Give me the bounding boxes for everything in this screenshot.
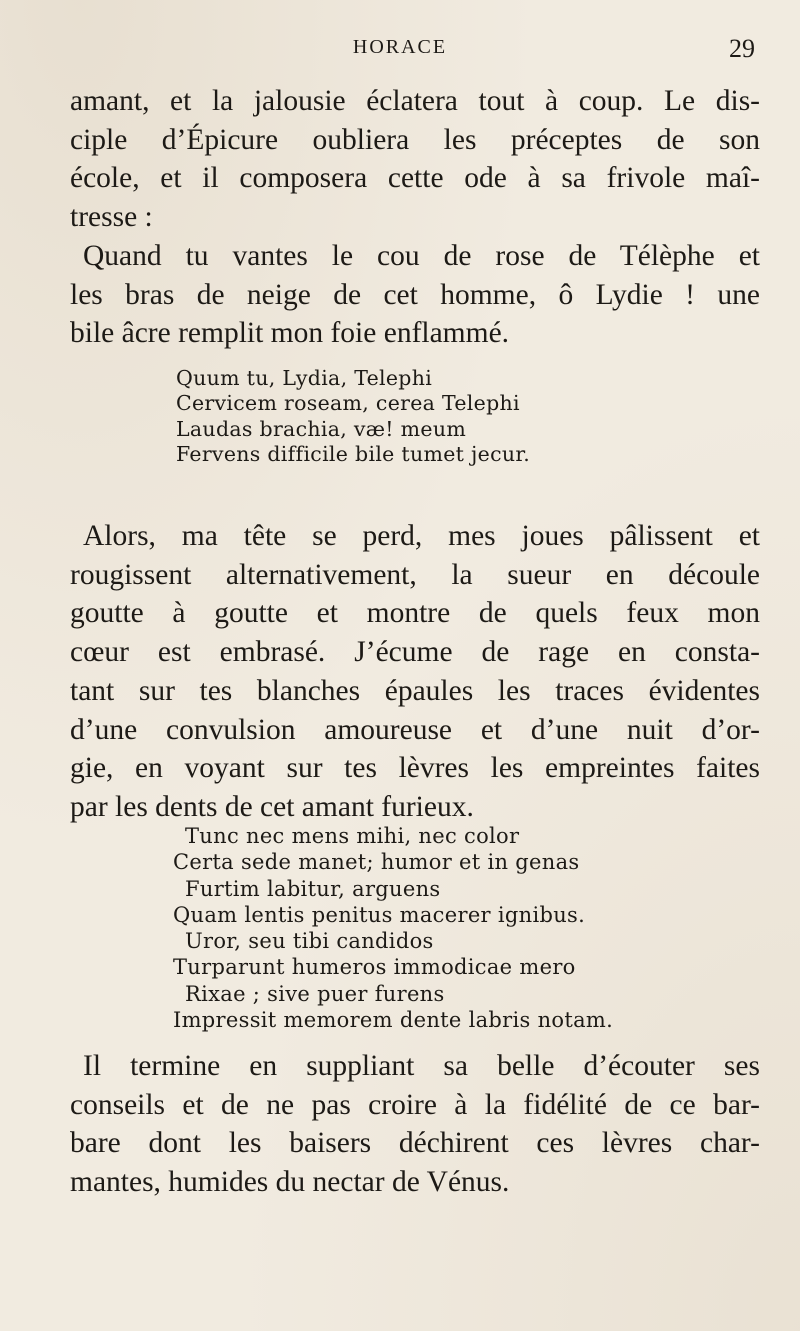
verse-line: Cervicem roseam, cerea Telephi [176,391,520,416]
text-line: bile âcre remplit mon foie enflammé. [70,317,510,350]
verse-line: Certa sede manet; humor et in genas [173,850,580,875]
text-line: Quand tu vantes le cou de rose de Télèphe et [83,240,760,272]
paragraph-4 [70,1047,760,1202]
paragraph-2 [70,237,760,353]
verse-line: Quum tu, Lydia, Telephi [176,366,433,390]
page-header [0,36,800,66]
text-line: tant sur tes blanches épaules les traces évidentes [70,674,760,707]
text-line: ciple d’Épicure oubliera les préceptes de son [70,123,760,156]
verse-line: Impressit memorem dente labris notam. [173,1008,614,1033]
paragraph-3 [70,517,760,827]
verse-line: Tunc nec mens mihi, nec color [185,824,520,848]
verse-line: Fervens difficile bile tumet jecur. [176,441,531,466]
text-line: bare dont les baisers déchirent ces lèvres char- [70,1127,760,1160]
text-line: Il termine en suppliant sa belle d’écouter ses [83,1050,760,1082]
text-line: les bras de neige de cet homme, ô Lydie ! une [70,278,760,311]
text-line: école, et il composera cette ode à sa frivole maî- [70,162,760,195]
verse-line: Laudas brachia, væ! meum [176,416,467,441]
page-number: 29 [729,34,755,63]
verse-line: Uror, seu tibi candidos [185,929,434,954]
text-line: par les dents de cet amant furieux. [70,790,474,823]
text-line: Alors, ma tête se perd, mes joues pâlissent et [83,520,760,552]
text-line: amant, et la jalousie éclatera tout à coup. Le dis- [70,85,760,117]
verse-line: Furtim labitur, arguens [185,876,441,901]
text-line: cœur est embrasé. J’écume de rage en consta- [70,636,760,669]
latin-verse-1 [176,366,530,467]
text-line: conseils et de ne pas croire à la fidélité de ce bar- [70,1088,760,1121]
text-line: tresse : [70,201,153,234]
text-line: goutte à goutte et montre de quels feux mon [70,597,760,630]
text-line: d’une convulsion amoureuse et d’une nuit d’or- [70,713,760,746]
text-line: rougissent alternativement, la sueur en découle [70,558,760,591]
verse-line: Turparunt humeros immodicae mero [173,955,576,980]
text-line: mantes, humides du nectar de Vénus. [70,1166,510,1199]
latin-verse-2 [173,823,613,1033]
verse-line: Rixae ; sive puer furens [185,981,445,1006]
verse-line: Quam lentis penitus macerer ignibus. [173,902,586,927]
text-line: gie, en voyant sur tes lèvres les empreintes faites [70,752,760,785]
paragraph-1 [70,82,760,237]
running-title: HORACE [352,36,448,58]
